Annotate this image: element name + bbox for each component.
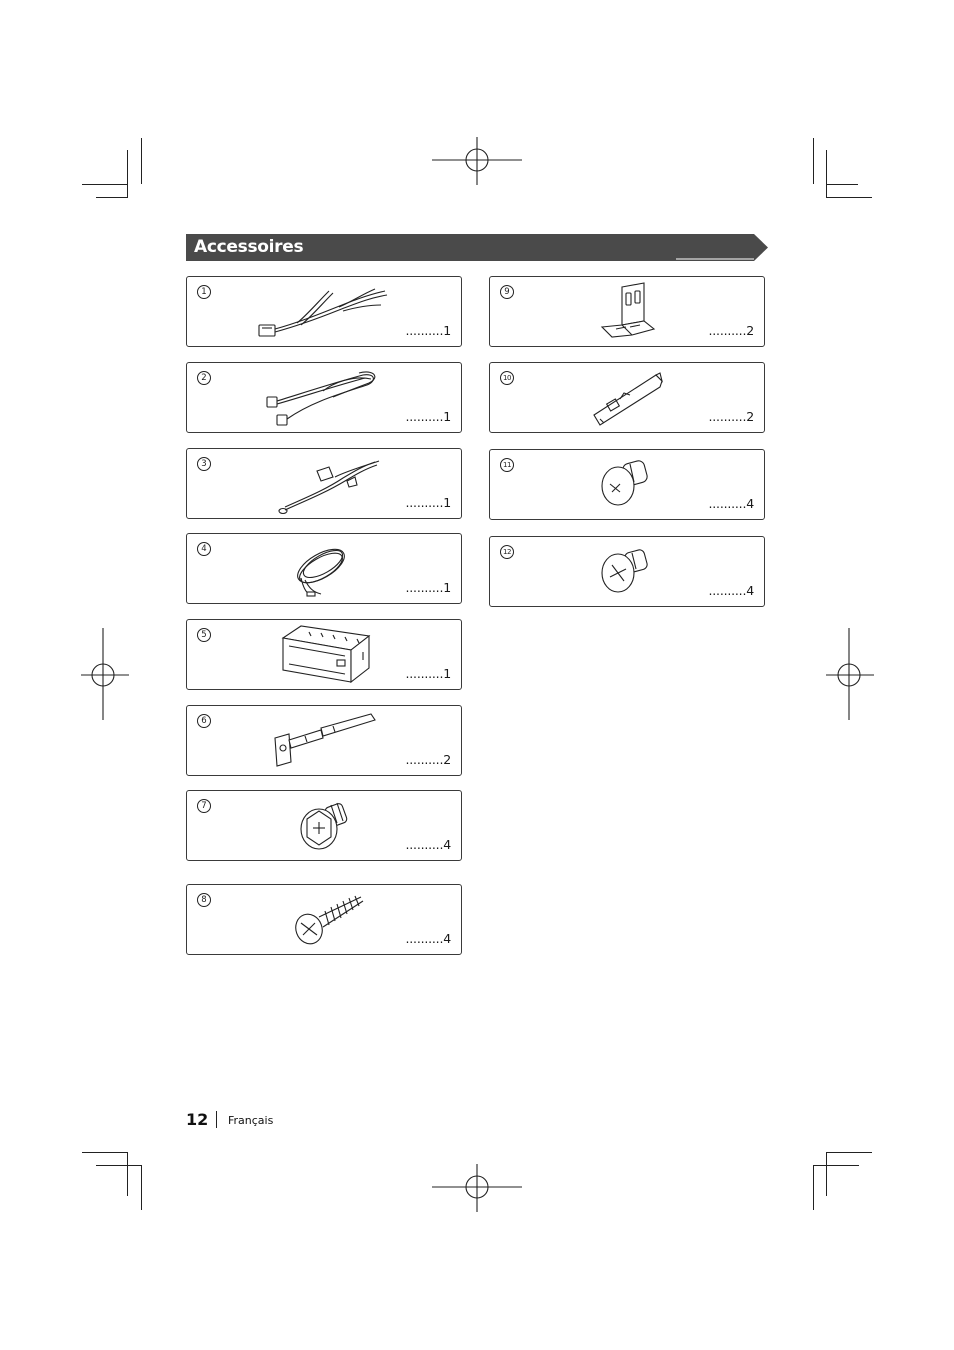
accessory-item-2 (186, 362, 462, 433)
pan-head-screw-icon (598, 456, 658, 512)
tapping-screw-icon (291, 891, 367, 949)
l-bracket-icon (598, 283, 658, 343)
item-quantity: ..........2 (405, 752, 451, 767)
accessory-item-12 (489, 536, 765, 607)
registration-target-left (81, 628, 129, 720)
accessory-item-11 (489, 449, 765, 520)
flange-bolt-icon (297, 797, 357, 855)
item-number: 9 (500, 285, 514, 299)
removal-tool-icon (271, 712, 381, 770)
item-number: 5 (197, 628, 211, 642)
accessory-item-4 (186, 533, 462, 604)
lead-cable-icon (275, 455, 385, 515)
item-number: 8 (197, 893, 211, 907)
accessory-item-3 (186, 448, 462, 519)
item-number: 10 (500, 371, 514, 385)
accessory-item-8 (186, 884, 462, 955)
wiring-harness-icon (257, 285, 397, 340)
page-number: 12 (186, 1110, 209, 1129)
footer-language: Français (228, 1114, 274, 1127)
item-quantity: ..........2 (708, 409, 754, 424)
item-number: 6 (197, 714, 211, 728)
item-quantity: ..........4 (708, 583, 754, 598)
item-number: 12 (500, 545, 514, 559)
mounting-sleeve-icon (279, 624, 379, 686)
accessory-item-6 (186, 705, 462, 776)
item-quantity: ..........1 (405, 666, 451, 681)
accessory-item-5 (186, 619, 462, 690)
coiled-wire-icon (291, 538, 361, 600)
accessory-item-9 (489, 276, 765, 347)
item-quantity: ..........1 (405, 323, 451, 338)
flat-bracket-icon (590, 371, 670, 427)
item-number: 1 (197, 285, 211, 299)
item-quantity: ..........4 (405, 931, 451, 946)
accessory-item-7 (186, 790, 462, 861)
item-quantity: ..........4 (708, 496, 754, 511)
registration-target-right (826, 628, 874, 720)
footer-divider (216, 1111, 217, 1128)
registration-target-top (432, 137, 522, 185)
item-number: 3 (197, 457, 211, 471)
item-quantity: ..........2 (708, 323, 754, 338)
item-quantity: ..........4 (405, 837, 451, 852)
flat-head-screw-icon (598, 543, 658, 599)
item-number: 2 (197, 371, 211, 385)
extension-cable-icon (263, 369, 383, 429)
item-quantity: ..........1 (405, 580, 451, 595)
item-quantity: ..........1 (405, 495, 451, 510)
item-number: 11 (500, 458, 514, 472)
item-number: 4 (197, 542, 211, 556)
accessory-item-1 (186, 276, 462, 347)
item-quantity: ..........1 (405, 409, 451, 424)
accessory-item-10 (489, 362, 765, 433)
registration-target-bottom (432, 1164, 522, 1212)
section-title: Accessoires (194, 237, 304, 257)
item-number: 7 (197, 799, 211, 813)
